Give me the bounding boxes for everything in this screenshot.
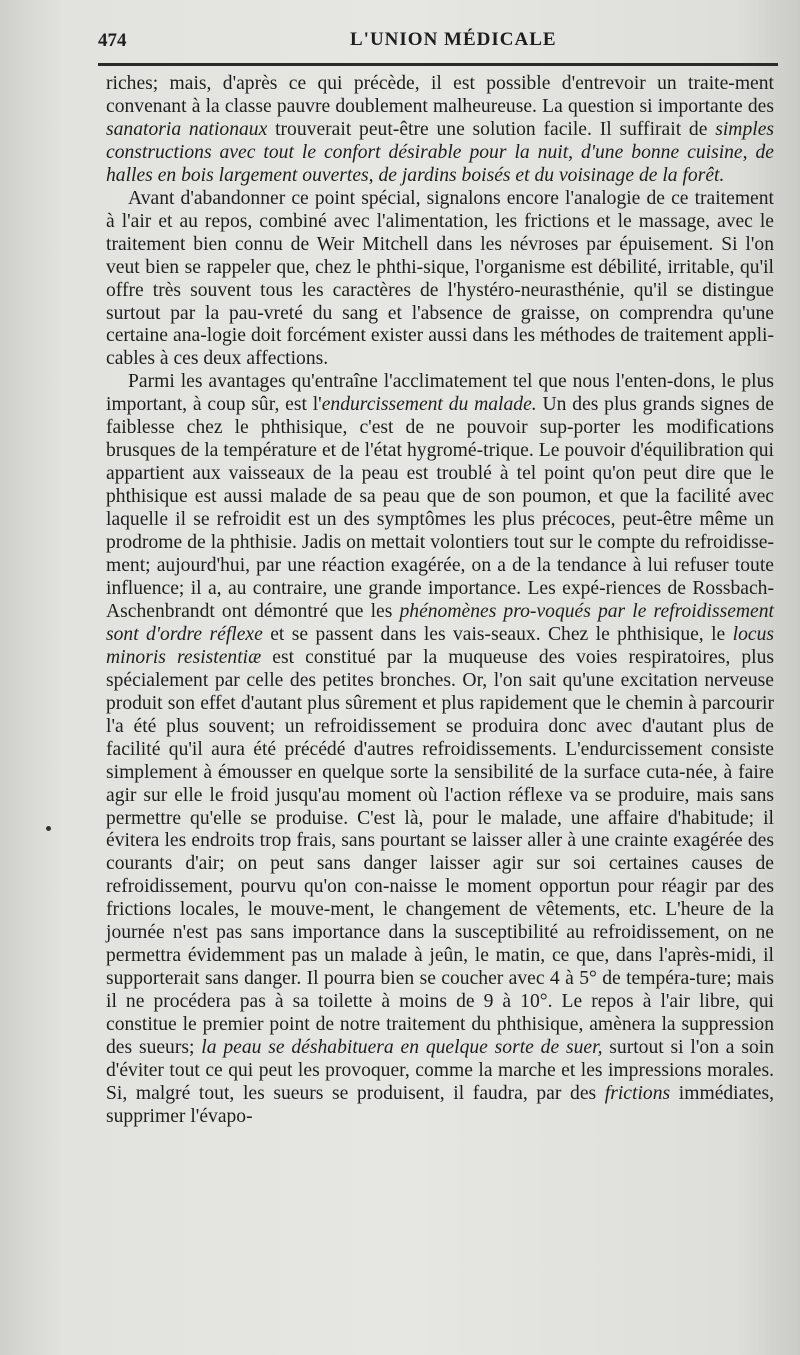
paragraph-3 bbox=[106, 371, 774, 1128]
italic-run: sanatoria nationaux bbox=[106, 118, 268, 140]
text-run: surtout si l'on a soin d'éviter tout ce qui peut les provoquer, comme la marche et les impressions morales. Si, malgré tout, les sueurs se produisent, il faudra, par des bbox=[106, 1037, 774, 1104]
text-run: trouverait peut-être une solution facile. Il suffirait de bbox=[267, 118, 716, 140]
text-run: Un des plus grands signes de faiblesse chez le phthisique, c'est de ne pouvoir sup-porter les modifications brusques de la température et de l'état hygromé-trique. Le pouvoir d'équilibration qui appartient aux vaisseaux de la peau est troublé à tel point qu'on peut dire que le phthisique est aussi malade de sa peau que de son poumon, et que la facilité avec laquelle il se refroidit est un des symptômes les plus précoces, peut-être même un prodrome de la phthisie. Jadis on mettait volontiers tout sur le compte du refroidisse-ment; aujourd'hui, par une réaction exagérée, on a de la tendance à lui refuser toute influence; il a, au contraire, une grande importance. Les expé-riences de Rossbach-Aschenbrandt ont démontré que les bbox=[106, 394, 774, 622]
paragraph-2 bbox=[106, 188, 774, 372]
italic-run: locus minoris resistentiæ bbox=[106, 623, 774, 668]
page-number: 474 bbox=[98, 30, 127, 51]
text-run: Avant d'abandonner ce point spécial, signalons encore l'analogie de ce traitement à l'air et au repos, combiné avec l'alimentation, les frictions et le massage, avec le traitement bien connu de Weir Mitchell dans les névroses par épuisement. Si l'on veut bien se rappeler que, chez le phthi-sique, l'organisme est débilité, irritable, qu'il offre très souvent tous les caractères de l'hystéro-neurasthénie, qu'il se distingue surtout par la pau-vreté du sang et l'absence de graisse, on comprendra qu'une certaine ana-logie doit forcément exister aussi dans les méthodes de traitement appli-cables à ces deux affections. bbox=[106, 187, 774, 370]
italic-run: endurcissement du malade. bbox=[321, 394, 537, 416]
text-run: riches; mais, d'après ce qui précède, il est possible d'entrevoir un traite-ment convenant à la classe pauvre doublement malheureuse. La question si importante des bbox=[106, 73, 774, 117]
page-header bbox=[60, 26, 768, 56]
text-run: est constitué par la muqueuse des voies respiratoires, plus spécialement par celle des petites bronches. Or, l'on sait qu'une excitation nerveuse produit son effet d'autant plus sûrement et plus rapidement que le chemin à parcourir l'a été plus souvent; un refroidissement se produira donc avec d'autant plus de facilité qu'il aura été précédé d'autres refroidissements. L'endurcissement consiste simplement à émousser en quelque sorte la sensibilité de la surface cuta-née, à faire agir sur elle le froid jusqu'au moment où l'action réflexe va se produire, mais sans permettre qu'elle se produise. C'est là, pour le malade, une affaire d'habitude; il évitera les endroits trop frais, sans pourtant se laisser aller à une crainte exagérée des courants d'air; on peut sans danger laisser agir sur soi certaines causes de refroidissement, pourvu qu'on con-naisse le moment opportun pour réagir par des frictions locales, le mouve-ment, le changement de vêtements, etc. L'heure de la journée n'est pas sans importance dans la susceptibilité au refroidissement, on ne permettra évidemment pas un malade à jeûn, le matin, ce que, dans l'après-midi, il supporterait sans danger. Il pourra bien se coucher avec 4 à 5° de tempéra-ture; mais il ne procédera pas à sa toilette à moins de 9 à 10°. Le repos à l'air libre, qui constitue le premier point de notre traitement du phthisique, amènera la suppression des sueurs; bbox=[106, 646, 775, 1059]
italic-run: simples constructions avec tout le confort désirable pour la nuit, d'une bonne cuisine, de halles en bois largement ouvertes, de jardins boisés et du voisinage de la forêt. bbox=[106, 118, 775, 186]
body-text bbox=[106, 73, 774, 1129]
text-run: immédiates, supprimer l'évapo- bbox=[106, 1082, 774, 1127]
margin-mark bbox=[46, 826, 51, 831]
text-run: et se passent dans les vais-seaux. Chez le phthisique, le bbox=[262, 623, 733, 645]
italic-run: phénomènes pro-voqués par le refroidissement sont d'ordre réflexe bbox=[106, 600, 774, 645]
italic-run: la peau se déshabituera en quelque sorte de suer, bbox=[201, 1037, 603, 1059]
text-run: Parmi les avantages qu'entraîne l'acclimatement tel que nous l'enten-dons, le plus important, à coup sûr, est l' bbox=[106, 371, 774, 416]
running-title: L'UNION MÉDICALE bbox=[350, 29, 557, 50]
header-rule bbox=[98, 63, 778, 66]
italic-run: frictions bbox=[604, 1082, 671, 1104]
paragraph-1 bbox=[106, 73, 774, 188]
